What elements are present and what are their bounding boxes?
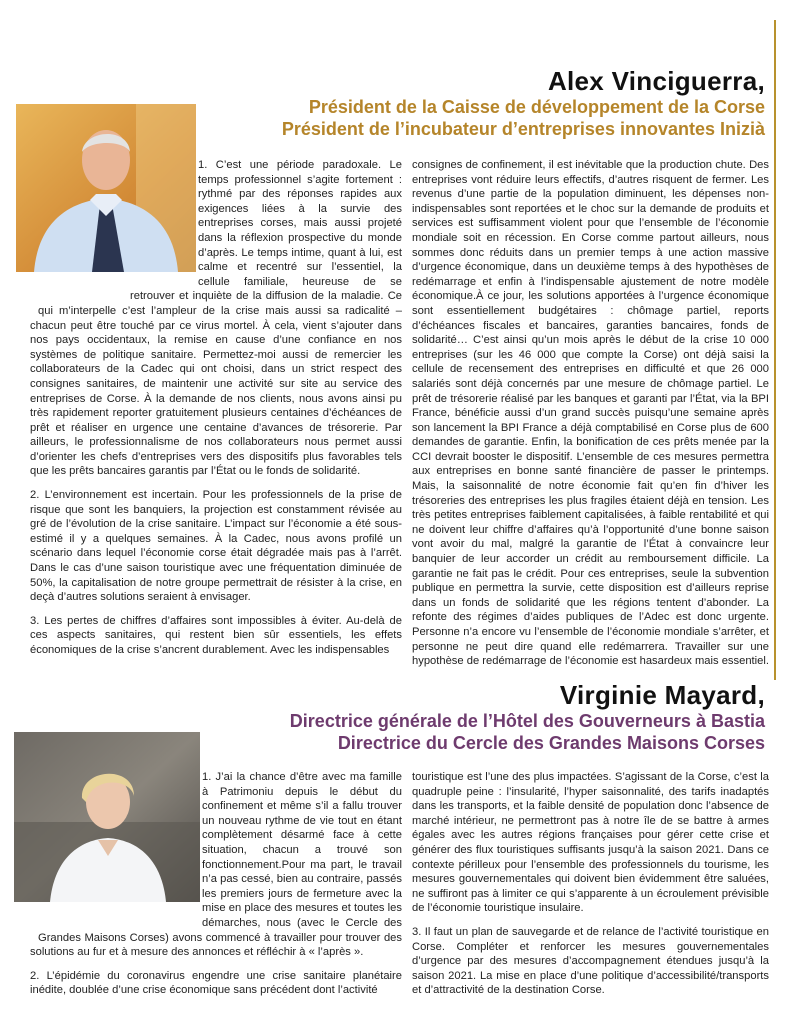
gold-vertical-rule: [774, 20, 776, 680]
person-role-2: Président de l’incubateur d’entreprises innovantes Inizià: [281, 119, 765, 139]
article-right-column: [412, 158, 769, 678]
answer-paragraph: consignes de confinement, il est inévitable que la production chute. Des entreprises vont réduire leurs effectifs, d’autres risquent de fermer. Les revenus d’une partie de la population diminuent, les dépenses non-indispensables sont reportées et le choc sur la demande de produits et services est suffisamment violent pour que l’ensemble de l’économie mondiale soit en récession. En Corse comme partout ailleurs, nous sommes donc réduits dans un premier temps à une action massive d’urgence économique, dans un deuxième temps à des hypothèses de redémarrage et enfin à l’indispensable ajustement de notre modèle économique.À ce jour, les solutions apportées à l’urgence économique sont essentiellement budgétaires : chômage partiel, reports d’échéances fiscales et bancaires, garanties bancaires, fonds de solidarité… C’est ainsi qu’un mois après le début de la crise 10 000 entreprises (sur les 46 000 que compte la Corse) ont déjà saisi la cellule de recensement des entreprises en difficulté et que 26 000 salariés sont déjà concernés par une mesure de chômage partiel. Le prêt de trésorerie réalisé par les banques et garanti par l’État, via la BPI France, bénéficie aussi d’un grand succès puisqu’une semaine après son lancement la BPI France a déjà comptabilisé en Corse plus de 600 demandes de garantie. Enfin, la bonification de ces prêts menée par la CCI devrait booster le dispositif. L’ensemble de ces mesures permettra aux entreprises en bonne santé financière de passer le printemps. Mais, la saisonnalité de notre économie fait qu’en fin d’hiver les trésoreries des entreprises les plus fragiles étaient déjà en tension. Les très petites entreprises faiblement capitalisées, à faible rentabilité et qui ne doivent leur chiffre d’affaires qu’à l’opportunité d’une bonne saison vont avoir du mal, malgré la garantie de l’État à convaincre leur banquier de leur accorder un crédit au remboursement difficile. La garantie ne fait pas le crédit. Pour ces entreprises, seule la subvention publique en permettra la survie, cette disposition est d’ailleurs reprise dans un fonds de solidarité que les régions tentent d’abonder. La refonte des régimes d’aides publiques de l’Adec est donc urgente. Personne n’a encore vu l’ensemble de l’économie mondiale s’arrêter, et personne ne peut dire quand elle redémarrera. Travailler sur une hypothèse de redémarrage de l’économie est hasardeux mais essentiel.: [412, 159, 769, 668]
answer-paragraph: 3. Les pertes de chiffres d’affaires sont impossibles à éviter. Au-delà de ces aspects sanitaires, qui restent bien sûr essentiels, les effets économiques de la crise s’ancrent durablement. Avec les indispensables: [30, 614, 402, 656]
header-alex-vinciguerra: [282, 66, 765, 140]
answer-paragraph: 1. J’ai la chance d’être avec ma famille à Patrimoniu depuis le début du confinement et même s’il a fallu trouver un nouveau rythme de vie tout en étant complètement désarmé face à cette situation, chacun a trouvé son fonctionnement.Pour ma part, le travail n’a pas cessé, bien au contraire, passés les premiers jours de fermeture avec la mise en place des mesures et toutes les démarches, nous (avec le Cercle des Grandes Maisons Corses) avons commencé à travailler pour trouver des solutions au fur et à mesure des annonces et réfléchir à « l’après ».: [30, 771, 402, 959]
person-role-1: Directrice générale de l’Hôtel des Gouverneurs à Bastia: [289, 711, 765, 731]
article-left-column: [30, 158, 402, 678]
answer-paragraph: 3. Il faut un plan de sauvegarde et de relance de l’activité touristique en Corse. Compléter et renforcer les mesures gouvernementales d’urgence par des mesures d’accompagnement étendues jusqu’à la saison 2021. La mise en place d’une politique d’accessibilité/transports et d’attractivité de la destination Corse.: [412, 925, 769, 997]
article-left-column: [30, 770, 402, 1015]
answer-paragraph: 2. L’épidémie du coronavirus engendre une crise sanitaire planétaire inédite, doublée d’une crise économique sans précédent dont l’activité: [30, 969, 402, 997]
header-virginie-mayard: [290, 680, 765, 754]
person-name: Virginie Mayard,: [559, 680, 765, 710]
answer-paragraph: 2. L’environnement est incertain. Pour les professionnels de la prise de risque que sont les banquiers, la projection est constamment révisée au gré de l’évolution de la crise sanitaire. L’impact sur l’économie a été sous-estimé il y a quelques semaines. À la Cadec, nous avons profilé un scénario dans lequel l’économie corse était dégradée mais pas à l’arrêt. Dans le cas d’une saison touristique avec une fréquentation diminuée de 50%, la capitalisation de notre groupe permettrait de résister à la crise, en deçà d’autres solutions seraient à envisager.: [30, 489, 402, 604]
answer-paragraph: touristique est l’une des plus impactées. S’agissant de la Corse, c’est la quadruple peine : l’insularité, l’hyper saisonnalité, des tarifs inadaptés dans les transports, et la faible densité de population donc l’absence de marché intérieur, ne permettront pas à notre île de se battre à armes égales avec les autres régions françaises pour gérer cette crise et générer des flux touristiques suffisants jusqu’à la saison 2021. Dans ce contexte périlleux pour l’ensemble des professionnels du tourisme, les mesures gouvernementales qui doivent bien évidemment être saluées, ne suffiront pas à limiter ce qui s’apparente à un écroulement prévisible de l’économie touristique insulaire.: [412, 771, 769, 915]
person-name: Alex Vinciguerra,: [547, 66, 765, 96]
person-role-2: Directrice du Cercle des Grandes Maisons Corses: [337, 733, 765, 753]
article-right-column: [412, 770, 769, 1015]
person-role-1: Président de la Caisse de développement de la Corse: [308, 97, 765, 117]
answer-paragraph: 1. C’est une période paradoxale. Le temps professionnel s’agite fortement : rythmé par des réponses rapides aux exigences liées à la survie des entreprises corses, mais aussi projeté dans la réflexion prospective du monde d’après. Le temps intime, quant à lui, est calme et recentré sur l’essentiel, la cellule familiale, heureuse de se retrouver et inquiète de la diffusion de la maladie. Ce qui m’interpelle c’est l’ampleur de la crise mais aussi sa radicalité – chacun peut être touché par ce virus mortel. À cela, vient s’ajouter dans nos pays occidentaux, la remise en cause d’une confiance en nos systèmes de politique sanitaire. Permettez-moi aussi de remercier les collaborateurs de la Cadec qui ont choisi, dans un strict respect des consignes sanitaires, de maintenir une activité sur site au service des entreprises de Corse. À la demande de nos clients, nous avons ainsi pu très rapidement reporter gratuitement plusieurs centaines d’échéances de prêt et réaliser en urgence une centaine d’avances de trésorerie. Par ailleurs, le professionnalisme de nos collaborateurs nous permet aussi d’orienter les chefs d’entreprises vers des dispositifs plus favorables tels que les prêts bancaires garantis par l’État ou le fonds de solidarité.: [30, 159, 402, 478]
